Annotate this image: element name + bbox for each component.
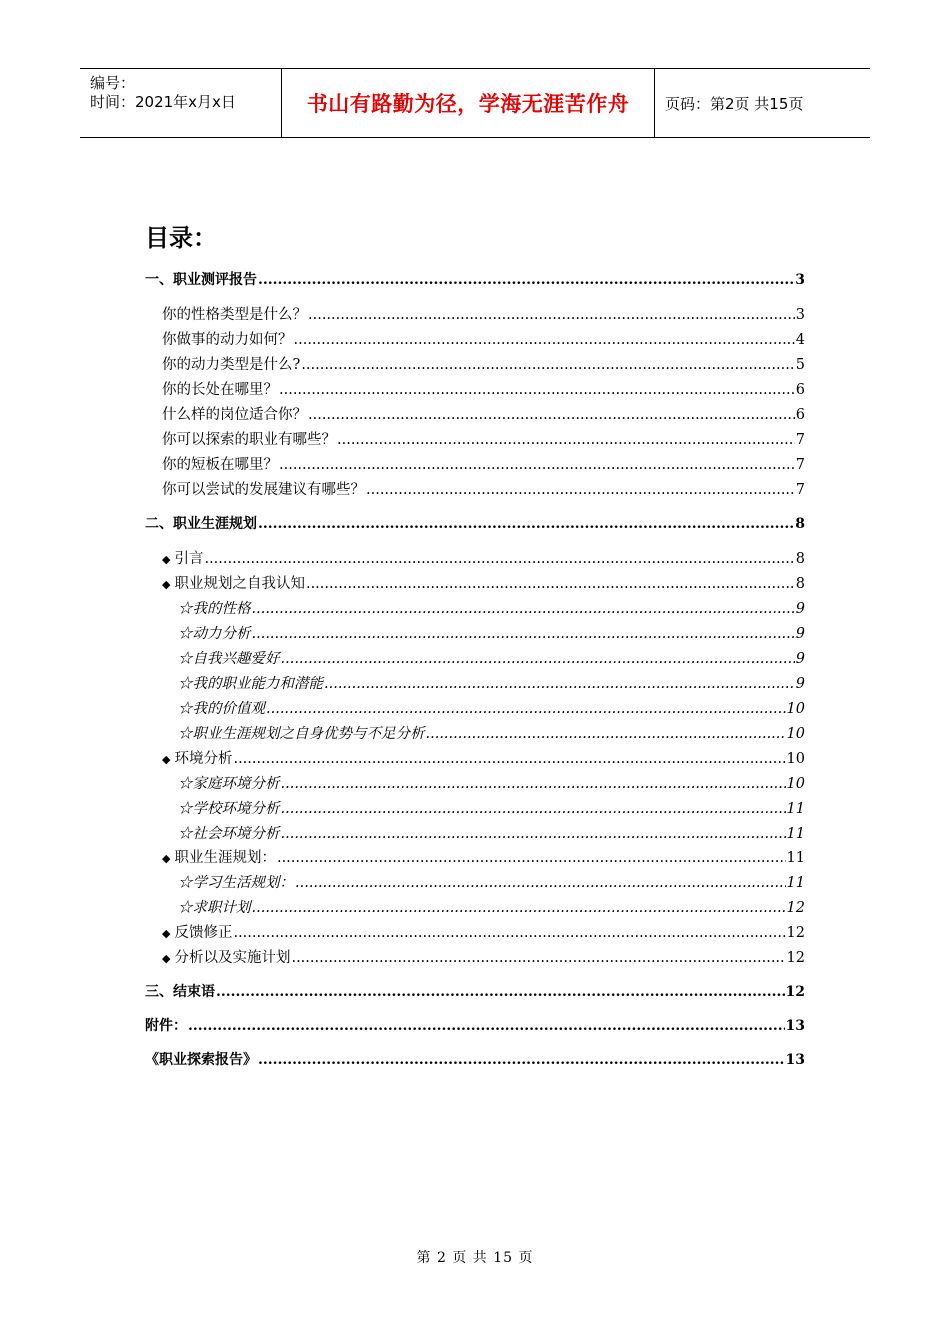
toc-page: 3 <box>795 307 805 323</box>
toc-label: 环境分析 <box>174 751 233 767</box>
toc-leader <box>366 481 795 499</box>
toc-label: ☆动力分析 <box>178 626 251 642</box>
toc-entry[interactable] <box>178 625 805 643</box>
toc-entry[interactable] <box>162 381 805 399</box>
toc-leader <box>252 625 795 643</box>
header-motto-cell <box>282 69 655 137</box>
toc-leader <box>258 515 794 533</box>
toc-entry[interactable] <box>145 983 805 1001</box>
toc-label: ☆求职计划 <box>178 900 251 916</box>
toc-entry[interactable] <box>178 899 805 917</box>
toc-page: 3 <box>795 272 805 288</box>
diamond-bullet-icon: ◆ <box>162 553 171 566</box>
toc-entry[interactable] <box>178 874 805 892</box>
toc-label: ☆我的价值观 <box>178 701 265 717</box>
toc-leader <box>252 899 786 917</box>
toc-leader <box>324 675 795 693</box>
toc-leader <box>281 800 786 818</box>
toc-page: 9 <box>795 651 805 667</box>
toc-label: 《职业探索报告》 <box>145 1052 257 1068</box>
toc-page: 11 <box>786 801 805 817</box>
toc-leader <box>252 600 795 618</box>
toc-entry[interactable] <box>178 650 805 668</box>
toc-label: 三、结束语 <box>145 984 215 1000</box>
toc-page: 4 <box>795 332 805 348</box>
motto-text: 书山有路勤为径，学海无涯苦作舟 <box>306 92 630 116</box>
toc-leader <box>233 750 785 768</box>
toc-page: 12 <box>786 950 805 966</box>
page-info: 页码：第2页 共15页 <box>665 94 804 113</box>
toc-label: 你做事的动力如何？ <box>162 332 293 348</box>
diamond-bullet-icon: ◆ <box>162 753 171 766</box>
toc-page: 10 <box>786 776 805 792</box>
header-meta-cell <box>80 69 282 137</box>
toc-label: 你的长处在哪里？ <box>162 382 278 398</box>
toc-leader <box>279 456 795 474</box>
toc-label: ☆我的性格 <box>178 601 251 617</box>
toc-label: 什么样的岗位适合你？ <box>162 407 307 423</box>
toc-label: 你的动力类型是什么? <box>162 357 301 373</box>
toc-entry[interactable] <box>145 515 805 533</box>
toc-label: 你的短板在哪里？ <box>162 457 278 473</box>
toc-entry[interactable] <box>145 1051 805 1069</box>
toc-entry[interactable] <box>178 725 805 743</box>
toc-entry[interactable] <box>162 431 805 449</box>
toc-leader <box>308 406 795 424</box>
toc-page: 13 <box>785 1052 805 1068</box>
toc-label: 职业规划之自我认知 <box>174 576 305 592</box>
toc-page: 10 <box>786 726 805 742</box>
toc-leader <box>258 1051 785 1069</box>
toc-entry[interactable] <box>178 675 805 693</box>
toc-label: 你可以尝试的发展建议有哪些？ <box>162 482 365 498</box>
toc-entry[interactable] <box>162 481 805 499</box>
toc-leader <box>281 825 786 843</box>
toc-label: 分析以及实施计划 <box>174 950 291 966</box>
toc-page: 11 <box>786 826 805 842</box>
toc-label: 反馈修正 <box>174 925 233 941</box>
toc-leader <box>281 650 795 668</box>
toc-leader <box>301 356 794 374</box>
toc-page: 11 <box>786 850 805 866</box>
toc-page: 9 <box>795 676 805 692</box>
toc-leader <box>204 550 794 568</box>
toc-entry[interactable] <box>162 849 805 868</box>
toc-entry[interactable] <box>145 1017 805 1035</box>
toc-entry[interactable] <box>162 406 805 424</box>
code-label: 编号： <box>90 74 136 92</box>
toc-entry[interactable] <box>145 271 805 289</box>
toc-label: 二、职业生涯规划 <box>145 516 257 532</box>
toc-page: 13 <box>785 1018 805 1034</box>
toc-page: 6 <box>795 407 805 423</box>
toc-page: 7 <box>795 482 805 498</box>
toc-label: 你的性格类型是什么？ <box>162 307 307 323</box>
toc-leader <box>188 1017 785 1035</box>
toc-leader <box>258 271 794 289</box>
toc-entry[interactable] <box>178 825 805 843</box>
toc-page: 9 <box>795 601 805 617</box>
toc-label: ☆自我兴趣爱好 <box>178 651 280 667</box>
toc-leader <box>281 775 786 793</box>
toc-leader <box>216 983 785 1001</box>
toc-entry[interactable] <box>178 800 805 818</box>
toc-page: 12 <box>786 900 805 916</box>
header-page-cell <box>655 69 870 137</box>
toc-page: 8 <box>795 516 805 532</box>
toc-entry[interactable] <box>162 331 805 349</box>
toc-page: 5 <box>795 357 805 373</box>
toc-label: 附件： <box>145 1018 187 1034</box>
toc-label: 引言 <box>174 551 204 567</box>
toc-label: ☆职业生涯规划之自身优势与不足分析 <box>178 726 425 742</box>
toc-label: ☆社会环境分析 <box>178 826 280 842</box>
diamond-bullet-icon: ◆ <box>162 578 171 591</box>
toc-entry[interactable] <box>162 306 805 324</box>
toc-label: ☆学校环境分析 <box>178 801 280 817</box>
toc-leader <box>426 725 786 743</box>
toc-label: 职业生涯规划： <box>174 850 276 866</box>
toc-entry[interactable] <box>162 456 805 474</box>
toc-label: ☆我的职业能力和潜能 <box>178 676 323 692</box>
toc-leader <box>279 381 795 399</box>
toc-label: 一、职业测评报告 <box>145 272 257 288</box>
page-header <box>80 68 870 138</box>
toc-page: 7 <box>795 432 805 448</box>
diamond-bullet-icon: ◆ <box>162 852 171 865</box>
toc-page: 8 <box>795 576 805 592</box>
page-footer: 第 2 页 共 15 页 <box>416 1250 534 1266</box>
toc-title: 目录： <box>145 224 217 252</box>
toc-label: ☆学习生活规划： <box>178 875 294 891</box>
toc-entry[interactable] <box>162 750 805 769</box>
toc-page: 7 <box>795 457 805 473</box>
toc-leader <box>295 874 786 892</box>
toc-page: 6 <box>795 382 805 398</box>
date-label: 时间：2021年x月x日 <box>90 93 236 111</box>
toc-leader <box>291 949 785 967</box>
toc-label: ☆家庭环境分析 <box>178 776 280 792</box>
toc-page: 11 <box>786 875 805 891</box>
toc-entry[interactable] <box>162 949 805 968</box>
toc-page: 8 <box>795 551 805 567</box>
toc-page: 10 <box>786 751 805 767</box>
diamond-bullet-icon: ◆ <box>162 927 171 940</box>
diamond-bullet-icon: ◆ <box>162 952 171 965</box>
toc-leader <box>306 575 795 593</box>
toc-entry[interactable] <box>162 575 805 594</box>
toc-entry[interactable] <box>162 550 805 569</box>
toc-entry[interactable] <box>162 924 805 943</box>
toc-page: 9 <box>795 626 805 642</box>
toc-entry[interactable] <box>178 600 805 618</box>
toc-leader <box>337 431 795 449</box>
toc-entry[interactable] <box>178 700 805 718</box>
toc-entry[interactable] <box>178 775 805 793</box>
toc-label: 你可以探索的职业有哪些？ <box>162 432 336 448</box>
toc-leader <box>277 849 786 867</box>
toc-leader <box>294 331 795 349</box>
toc-leader <box>233 924 785 942</box>
toc-page: 12 <box>786 925 805 941</box>
toc-leader <box>308 306 795 324</box>
toc-leader <box>266 700 786 718</box>
toc-page: 12 <box>785 984 805 1000</box>
toc-entry[interactable] <box>162 356 805 374</box>
toc-page: 10 <box>786 701 805 717</box>
